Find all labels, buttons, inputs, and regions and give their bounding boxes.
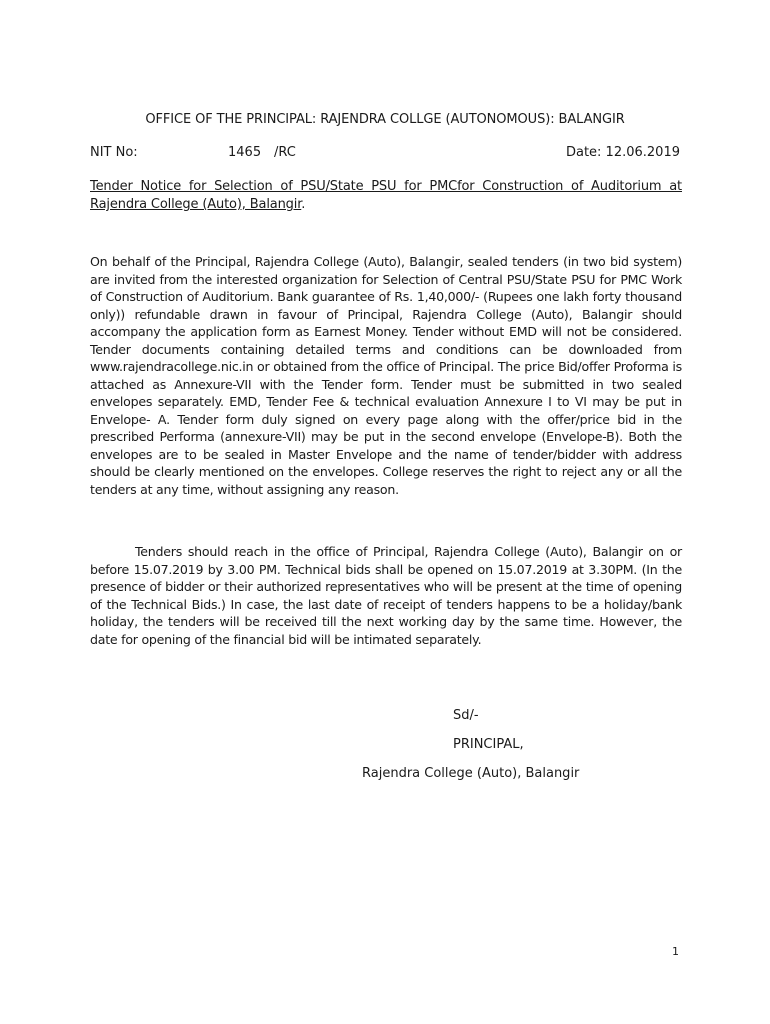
nit-label: NIT No:: [90, 145, 138, 160]
body-paragraph-1: On behalf of the Principal, Rajendra College (Auto), Balangir, sealed tenders (in two bid system) are invited from the interested organization for Selection of Central PSU/State PSU for PMC Work of Construction of Auditorium. Bank guarantee of Rs. 1,40,000/- (Rupees one lakh forty thousand only)) refundable drawn in favour of Principal, Rajendra College (Auto), Balangir should accompany the application form as Earnest Money. Tender without EMD will not be considered. Tender documents containing detailed terms and conditions can be downloaded from www.rajendracollege.nic.in or obtained from the office of Principal. The price Bid/offer Proforma is attached as Annexure-VII with the Tender form. Tender must be submitted in two sealed envelopes separately. EMD, Tender Fee & technical evaluation Annexure I to VI may be put in Envelope- A. Tender form duly signed on every page along with the offer/price bid in the prescribed Performa (annexure-VII) may be put in the second envelope (Envelope-B). Both the envelopes are to be sealed in Master Envelope and the name of tender/bidder with address should be clearly mentioned on the envelopes. College reserves the right to reject any or all the tenders at any time, without assigning any reason.: [90, 254, 682, 497]
nit-number: 1465: [228, 145, 262, 160]
notice-date: Date: 12.06.2019: [565, 145, 680, 160]
signature-sd: Sd/-: [453, 708, 479, 723]
tender-subject-text: Tender Notice for Selection of PSU/State PSU for PMCfor Construction of Auditorium at Rajendra College (Auto), Balangir: [90, 179, 682, 212]
signature-institution: Rajendra College (Auto), Balangir: [362, 766, 580, 781]
page-number: 1: [672, 945, 679, 958]
body-paragraph-2: Tenders should reach in the office of Principal, Rajendra College (Auto), Balangir on or before 15.07.2019 by 3.00 PM. Technical bids shall be opened on 15.07.2019 at 3.30PM. (In the presence of bidder or their authorized representatives who will be present at the time of opening of the Technical Bids.) In case, the last date of receipt of tenders happens to be a holiday/bank holiday, the tenders will be received till the next working day by the same time. However, the date for opening of the financial bid will be intimated separately.: [90, 544, 682, 647]
nit-row: [90, 145, 680, 163]
nit-reference: /RC: [274, 145, 296, 160]
signature-designation: PRINCIPAL,: [453, 737, 524, 752]
tender-subject: [90, 178, 682, 214]
tender-subject-end: .: [301, 197, 306, 212]
office-heading: OFFICE OF THE PRINCIPAL: RAJENDRA COLLGE (AUTONOMOUS): BALANGIR: [145, 112, 625, 127]
